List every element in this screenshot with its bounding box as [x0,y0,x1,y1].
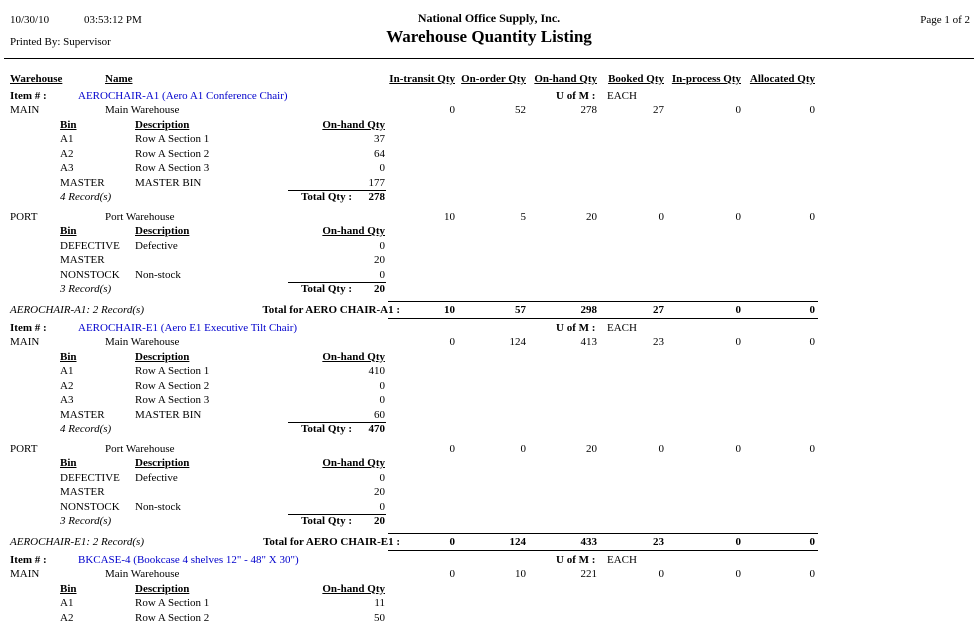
item-total-label: Total for AERO CHAIR-A1 : [262,303,400,316]
warehouse-total-qty: 278 [368,191,385,203]
bin-onhand-column-header: On-hand Qty [322,118,385,131]
warehouse-total-qty: 20 [374,283,385,295]
item-number-label: Item # : [10,321,47,334]
allocated-qty-value: 0 [809,104,815,116]
bin-onhand-qty: 0 [379,268,385,281]
bin-code: NONSTOCK [60,268,120,281]
item-header-row [0,89,978,104]
bin-description: Row A Section 3 [135,394,210,406]
description-column-header: Description [135,225,190,237]
bin-column-header: Bin [60,225,77,237]
booked-column-header: Booked Qty [608,73,664,85]
company-name: National Office Supply, Inc. [417,11,561,25]
bin-onhand-qty: 50 [374,611,385,624]
bin-description: Row A Section 3 [135,162,210,174]
description-column-header: Description [135,350,190,363]
description-column-header: Description [135,582,190,595]
warehouse-row [0,103,978,118]
item-total-label: Total for AERO CHAIR-E1 : [263,535,400,548]
warehouse-code: PORT [10,210,38,223]
on-order-qty-value: 10 [515,568,526,580]
bin-header-row [0,582,978,597]
bin-header-row [0,118,978,133]
bin-code: A3 [60,162,74,174]
bin-onhand-qty: 64 [374,147,385,160]
in-transit-qty-value: 10 [444,303,455,316]
bin-row [0,253,978,268]
print-date: 10/30/10 [10,14,50,26]
in-transit-qty-value: 0 [449,336,455,348]
description-column-header: Description [135,118,190,131]
in-process-qty-value: 0 [735,303,741,316]
warehouse-row [0,210,978,225]
bin-row [0,268,978,283]
item-code-link[interactable]: BKCASE-4 (Bookcase 4 shelves 12" - 48" X 30") [78,553,299,566]
bin-code: MASTER [60,408,105,421]
report-title: Warehouse Quantity Listing [386,27,592,46]
item-record-count: AEROCHAIR-A1: 2 Record(s) [10,303,144,316]
bin-description: Row A Section 2 [135,147,210,160]
bin-code: MASTER [60,254,105,266]
bin-onhand-qty: 0 [379,379,385,392]
bin-row [0,596,978,611]
booked-qty-value: 0 [658,210,664,223]
bin-onhand-qty: 0 [379,239,385,252]
in-process-qty-value: 0 [735,568,741,580]
total-qty-label: Total Qty : [301,191,352,203]
bin-code: A2 [60,147,74,160]
on-order-qty-value: 57 [515,303,526,316]
on-hand-qty-value: 20 [586,442,597,455]
bin-row [0,147,978,162]
bin-code: MASTER [60,486,105,498]
bin-code: A1 [60,365,74,377]
in-transit-qty-value: 0 [449,442,455,455]
item-summary-row [0,301,978,319]
bin-row [0,364,978,379]
uofm-label: U of M : [556,89,596,102]
warehouse-total-qty: 20 [374,515,385,527]
on-hand-qty-value: 298 [580,303,597,316]
warehouse-record-count: 4 Record(s) [60,191,112,203]
item-code-link[interactable]: AEROCHAIR-E1 (Aero E1 Executive Tilt Chair) [78,321,298,334]
total-qty-label: Total Qty : [301,423,352,435]
allocated-column-header: Allocated Qty [749,73,815,85]
bin-onhand-qty: 0 [379,394,385,406]
warehouse-name: Main Warehouse [105,568,180,580]
on-hand-qty-value: 413 [580,336,597,348]
allocated-qty-value: 0 [809,210,815,223]
warehouse-row [0,442,978,457]
bin-onhand-qty: 20 [374,486,385,498]
uofm-value: EACH [607,89,637,102]
booked-qty-value: 0 [658,442,664,455]
bin-code: DEFECTIVE [60,471,120,484]
booked-qty-value: 27 [653,303,664,316]
item-summary-row [0,533,978,551]
bin-code: MASTER [60,176,105,189]
warehouse-record-count: 3 Record(s) [60,515,112,527]
bin-onhand-column-header: On-hand Qty [322,225,385,237]
bin-onhand-qty: 410 [368,365,385,377]
bin-description: MASTER BIN [135,408,202,421]
in-transit-qty-value: 0 [449,568,455,580]
bin-onhand-qty: 20 [374,254,385,266]
allocated-qty-value: 0 [809,303,815,316]
item-number-label: Item # : [10,553,47,566]
warehouse-total-qty: 470 [368,423,385,435]
warehouse-total-row [0,190,978,205]
bin-row [0,161,978,176]
bin-description: Row A Section 1 [135,133,210,145]
uofm-label: U of M : [556,553,596,566]
bin-code: DEFECTIVE [60,239,120,252]
bin-row [0,239,978,254]
in-process-qty-value: 0 [735,535,741,548]
bin-row [0,176,978,191]
allocated-qty-value: 0 [809,442,815,455]
in-process-column-header: In-process Qty [671,73,741,85]
on-hand-column-header: On-hand Qty [534,73,597,85]
bin-description: Row A Section 1 [135,365,210,377]
bin-row [0,471,978,486]
on-hand-qty-value: 20 [586,210,597,223]
in-transit-column-header: In-transit Qty [389,73,455,85]
warehouse-total-row [0,514,978,529]
warehouse-record-count: 4 Record(s) [60,423,112,435]
on-order-qty-value: 52 [515,104,526,116]
bin-code: A1 [60,133,74,145]
bin-column-header: Bin [60,118,77,131]
bin-code: A2 [60,379,74,392]
bin-row [0,379,978,394]
bin-code: A2 [60,611,74,624]
allocated-qty-value: 0 [809,336,815,348]
bin-onhand-qty: 0 [379,471,385,484]
in-transit-qty-value: 0 [449,535,455,548]
bin-onhand-qty: 60 [374,408,385,421]
print-time: 03:53:12 PM [84,14,142,26]
bin-onhand-qty: 37 [374,133,385,145]
on-order-qty-value: 124 [509,535,526,548]
bin-onhand-qty: 0 [379,162,385,174]
booked-qty-value: 0 [658,568,664,580]
total-qty-label: Total Qty : [301,283,352,295]
booked-qty-value: 27 [653,104,664,116]
item-number-label: Item # : [10,89,47,102]
item-record-count: AEROCHAIR-E1: 2 Record(s) [10,535,144,548]
bin-column-header: Bin [60,457,77,469]
bin-description: Non-stock [135,500,181,513]
bin-column-header: Bin [60,582,77,595]
bin-onhand-qty: 11 [374,597,385,609]
header-divider [4,58,974,59]
allocated-qty-value: 0 [809,535,815,548]
bin-onhand-column-header: On-hand Qty [322,350,385,363]
allocated-qty-value: 0 [809,568,815,580]
total-qty-label: Total Qty : [301,515,352,527]
uofm-value: EACH [607,321,637,334]
bin-row [0,132,978,147]
bin-row [0,500,978,515]
bin-header-row [0,224,978,239]
report-body [0,72,978,625]
bin-column-header: Bin [60,350,77,363]
warehouse-name: Main Warehouse [105,104,180,116]
on-order-qty-value: 124 [509,336,526,348]
warehouse-code: PORT [10,442,38,455]
warehouse-code: MAIN [10,336,40,348]
bin-description: Defective [135,471,178,484]
page-number: Page 1 of 2 [920,14,970,26]
warehouse-name: Port Warehouse [105,442,175,455]
bin-description: Defective [135,239,178,252]
description-column-header: Description [135,457,190,469]
on-order-column-header: On-order Qty [461,73,526,85]
warehouse-row [0,567,978,582]
in-transit-qty-value: 0 [449,104,455,116]
warehouse-column-header: Warehouse [10,73,63,85]
on-hand-qty-value: 433 [580,535,597,548]
warehouse-record-count: 3 Record(s) [60,283,112,295]
warehouse-name: Main Warehouse [105,336,180,348]
in-process-qty-value: 0 [735,442,741,455]
bin-onhand-column-header: On-hand Qty [322,582,385,595]
on-order-qty-value: 0 [520,442,526,455]
printed-by: Printed By: Supervisor [10,36,111,48]
report-header [0,0,978,62]
warehouse-total-row [0,282,978,297]
uofm-value: EACH [607,553,637,566]
bin-code: A3 [60,394,74,406]
bin-description: Row A Section 1 [135,597,210,609]
bin-code: A1 [60,597,74,609]
in-process-qty-value: 0 [735,104,741,116]
bin-row [0,408,978,423]
bin-row [0,393,978,408]
bin-description: Row A Section 2 [135,611,210,624]
bin-onhand-qty: 177 [368,176,385,189]
on-order-qty-value: 5 [520,210,526,223]
bin-description: MASTER BIN [135,176,202,189]
bin-code: NONSTOCK [60,500,120,513]
in-process-qty-value: 0 [735,210,741,223]
bin-onhand-column-header: On-hand Qty [322,457,385,469]
bin-row [0,485,978,500]
in-transit-qty-value: 10 [444,210,455,223]
bin-header-row [0,350,978,365]
name-column-header: Name [105,73,133,85]
column-header-row [0,72,978,87]
on-hand-qty-value: 221 [580,568,597,580]
bin-row [0,611,978,626]
booked-qty-value: 23 [653,336,664,348]
bin-header-row [0,456,978,471]
warehouse-name: Port Warehouse [105,210,175,223]
on-hand-qty-value: 278 [580,104,597,116]
in-process-qty-value: 0 [735,336,741,348]
uofm-label: U of M : [556,321,596,334]
warehouse-row [0,335,978,350]
warehouse-total-row [0,422,978,437]
warehouse-code: MAIN [10,104,40,116]
item-header-row [0,553,978,568]
item-code-link[interactable]: AEROCHAIR-A1 (Aero A1 Conference Chair) [78,89,288,102]
item-header-row [0,321,978,336]
bin-onhand-qty: 0 [379,500,385,513]
warehouse-code: MAIN [10,568,40,580]
bin-description: Row A Section 2 [135,379,210,392]
booked-qty-value: 23 [653,535,664,548]
bin-description: Non-stock [135,268,181,281]
